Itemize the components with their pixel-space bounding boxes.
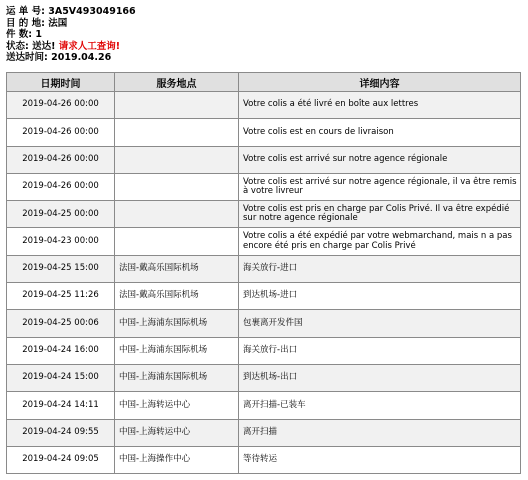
table-row (7, 228, 521, 255)
cell-location: 中国-上海操作中心 (115, 446, 239, 473)
waybill-row (6, 6, 136, 18)
table-header-row (7, 73, 521, 92)
status-row (6, 41, 136, 53)
waybill-label: 运 单 号: (6, 6, 45, 17)
destination-value: 法国 (48, 17, 68, 29)
pieces-label: 件 数: (6, 29, 33, 40)
table-row (7, 92, 521, 119)
cell-location: 中国-上海转运中心 (115, 392, 239, 419)
table-row (7, 255, 521, 282)
cell-datetime: 2019-04-25 00:00 (7, 201, 115, 228)
table-row (7, 419, 521, 446)
cell-location (115, 146, 239, 173)
cell-detail: 离开扫描 (239, 419, 521, 446)
cell-datetime: 2019-04-25 00:06 (7, 310, 115, 337)
cell-detail: 海关放行-进口 (239, 255, 521, 282)
cell-detail: Votre colis est arrivé sur notre agence régionale, il va être remis à votre livreur (239, 173, 521, 200)
cell-location: 中国-上海浦东国际机场 (115, 310, 239, 337)
table-row (7, 310, 521, 337)
cell-datetime: 2019-04-25 15:00 (7, 255, 115, 282)
cell-datetime: 2019-04-24 16:00 (7, 337, 115, 364)
cell-detail: Votre colis a été expédié par votre webmarchand, mais n a pas encore été pris en charge par Colis Privé (239, 228, 521, 255)
cell-detail: 等待转运 (239, 446, 521, 473)
cell-detail: 到达机场-出口 (239, 364, 521, 391)
table-row (7, 446, 521, 473)
cell-datetime: 2019-04-24 14:11 (7, 392, 115, 419)
header-location: 服务地点 (115, 73, 239, 92)
cell-location: 法国-戴高乐国际机场 (115, 255, 239, 282)
cell-datetime: 2019-04-23 00:00 (7, 228, 115, 255)
cell-location: 中国-上海浦东国际机场 (115, 337, 239, 364)
cell-detail: 海关放行-出口 (239, 337, 521, 364)
cell-location: 法国-戴高乐国际机场 (115, 283, 239, 310)
header-datetime: 日期时间 (7, 73, 115, 92)
cell-datetime: 2019-04-26 00:00 (7, 173, 115, 200)
cell-detail: 到达机场-进口 (239, 283, 521, 310)
cell-datetime: 2019-04-26 00:00 (7, 92, 115, 119)
cell-detail: Votre colis est arrivé sur notre agence régionale (239, 146, 521, 173)
table-row (7, 173, 521, 200)
cell-location (115, 228, 239, 255)
table-row (7, 392, 521, 419)
cell-detail: Votre colis est pris en charge par Colis Privé. Il va être expédié sur notre agence régionale (239, 201, 521, 228)
destination-row (6, 18, 136, 30)
cell-location (115, 173, 239, 200)
table-row (7, 283, 521, 310)
table-row (7, 119, 521, 146)
shipment-info (6, 6, 136, 64)
delivered-date: 2019.04.26 (51, 52, 112, 63)
cell-location (115, 92, 239, 119)
cell-datetime: 2019-04-25 11:26 (7, 283, 115, 310)
table-row (7, 364, 521, 391)
delivered-row (6, 52, 136, 64)
header-details: 详细内容 (239, 73, 521, 92)
cell-detail: Votre colis est en cours de livraison (239, 119, 521, 146)
cell-datetime: 2019-04-24 09:05 (7, 446, 115, 473)
destination-label: 目 的 地: (6, 17, 45, 29)
cell-location: 中国-上海转运中心 (115, 419, 239, 446)
table-row (7, 337, 521, 364)
status-value: 送达! (32, 40, 56, 52)
status-label: 状态: (6, 40, 29, 52)
cell-detail: Votre colis a été livré en boîte aux lettres (239, 92, 521, 119)
cell-detail: 离开扫描-已装车 (239, 392, 521, 419)
cell-datetime: 2019-04-26 00:00 (7, 119, 115, 146)
cell-location (115, 201, 239, 228)
cell-datetime: 2019-04-24 09:55 (7, 419, 115, 446)
cell-datetime: 2019-04-26 00:00 (7, 146, 115, 173)
table-row (7, 146, 521, 173)
pieces-value: 1 (35, 29, 43, 40)
cell-datetime: 2019-04-24 15:00 (7, 364, 115, 391)
status-alert: 请求人工查询! (58, 40, 121, 52)
waybill-number: 3A5V493049166 (48, 6, 136, 17)
table-row (7, 201, 521, 228)
tracking-table (6, 72, 521, 474)
pieces-row (6, 29, 136, 41)
cell-location (115, 119, 239, 146)
cell-location: 中国-上海浦东国际机场 (115, 364, 239, 391)
cell-detail: 包裹离开发件国 (239, 310, 521, 337)
delivered-label: 送达时间: (6, 52, 48, 63)
